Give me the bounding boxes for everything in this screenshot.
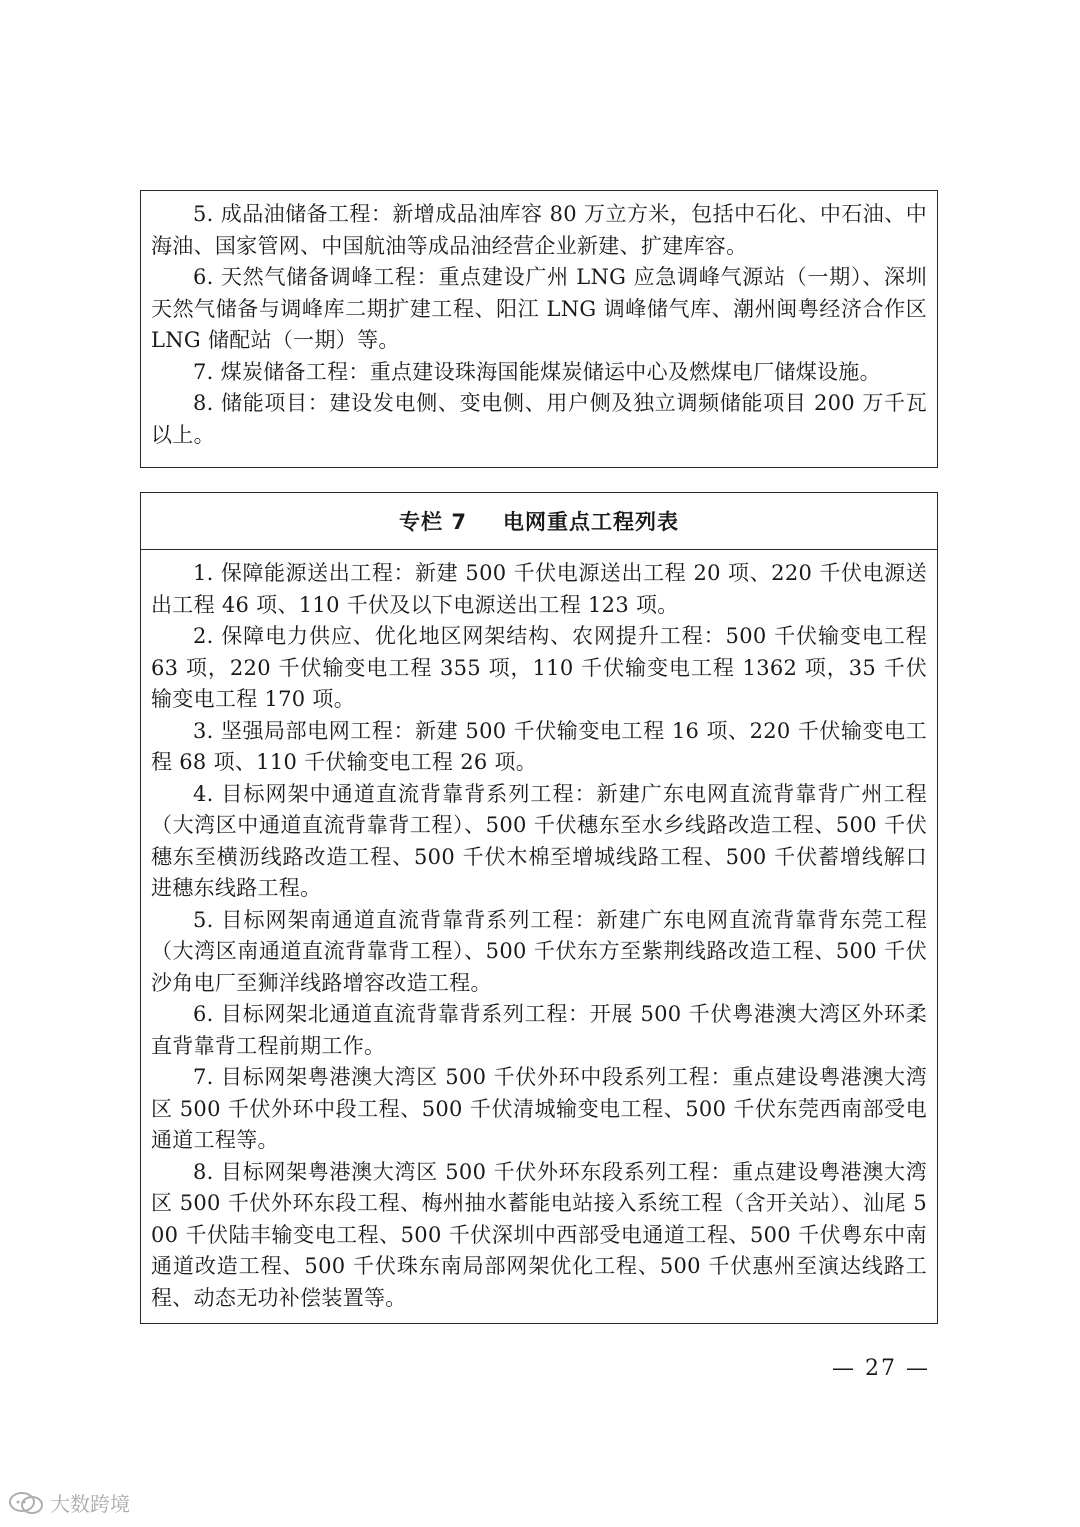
reserve-projects-box [140, 190, 938, 468]
box2-body [141, 550, 937, 1314]
box-title [141, 493, 937, 550]
box1-paragraph: 7. 煤炭储备工程：重点建设珠海国能煤炭储运中心及燃煤电厂储煤设施。 [193, 359, 881, 384]
box1-paragraph: 6. 天然气储备调峰工程：重点建设广州 LNG 应急调峰气源站（一期）、深圳天然气储备与调峰库二期扩建工程、阳江 LNG 调峰储气库、潮州闽粤经济合作区 LNG 储配站（一期）等。 [151, 265, 927, 352]
box2-paragraph: 7. 目标网架粤港澳大湾区 500 千伏外环中段系列工程：重点建设粤港澳大湾区 500 千伏外环中段工程、500 千伏清城输变电工程、500 千伏东莞西南部受电通道工程等。 [151, 1065, 927, 1152]
box2-paragraph: 3. 坚强局部电网工程：新建 500 千伏输变电工程 16 项、220 千伏输变电工程 68 项、110 千伏输变电工程 26 项。 [151, 718, 927, 774]
box2-paragraph: 2. 保障电力供应、优化地区网架结构、农网提升工程：500 千伏输变电工程 63 项，220 千伏输变电工程 355 项，110 千伏输变电工程 1362 项，35 千伏输变电工程 170 项。 [151, 624, 927, 711]
box1-paragraph: 8. 储能项目：建设发电侧、变电侧、用户侧及独立调频储能项目 200 万千瓦以上。 [151, 391, 927, 447]
page-number: — 27 — [832, 1356, 930, 1381]
watermark [8, 1488, 130, 1517]
grid-projects-box [140, 492, 938, 1324]
box2-paragraph: 1. 保障能源送出工程：新建 500 千伏电源送出工程 20 项、220 千伏电源送出工程 46 项、110 千伏及以下电源送出工程 123 项。 [151, 561, 927, 617]
box2-paragraph: 5. 目标网架南通道直流背靠背系列工程：新建广东电网直流背靠背东莞工程（大湾区南通道直流背靠背工程）、500 千伏东方至紫荆线路改造工程、500 千伏沙角电厂至狮洋线路增容改造工程。 [151, 907, 927, 995]
chat-bubble-icon [8, 1490, 44, 1516]
box1-paragraph: 5. 成品油储备工程：新增成品油库容 80 万立方米，包括中石化、中石油、中海油、国家管网、中国航油等成品油经营企业新建、扩建库容。 [151, 202, 927, 258]
watermark-text: 大数跨境 [50, 1492, 130, 1516]
box-title-number: 专栏 7 [399, 510, 467, 534]
box2-paragraph: 6. 目标网架北通道直流背靠背系列工程：开展 500 千伏粤港澳大湾区外环柔直背靠背工程前期工作。 [151, 1002, 927, 1058]
box2-paragraph: 4. 目标网架中通道直流背靠背系列工程：新建广东电网直流背靠背广州工程（大湾区中通道直流背靠背工程）、500 千伏穗东至水乡线路改造工程、500 千伏穗东至横沥线路改造工程、500 千伏木棉至增城线路工程、500 千伏蓄增线解口进穗东线路工程。 [151, 781, 927, 900]
box2-paragraph: 8. 目标网架粤港澳大湾区 500 千伏外环东段系列工程：重点建设粤港澳大湾区 500 千伏外环东段工程、梅州抽水蓄能电站接入系统工程（含开关站）、汕尾 500 千伏陆丰输变电工程、500 千伏深圳中西部受电通道工程、500 千伏粤东中南通道改造工程、500 千伏珠东南局部网架优化工程、500 千伏惠州至演达线路工程、动态无功补偿装置等。 [151, 1159, 927, 1310]
box-title-text: 电网重点工程列表 [502, 510, 679, 534]
